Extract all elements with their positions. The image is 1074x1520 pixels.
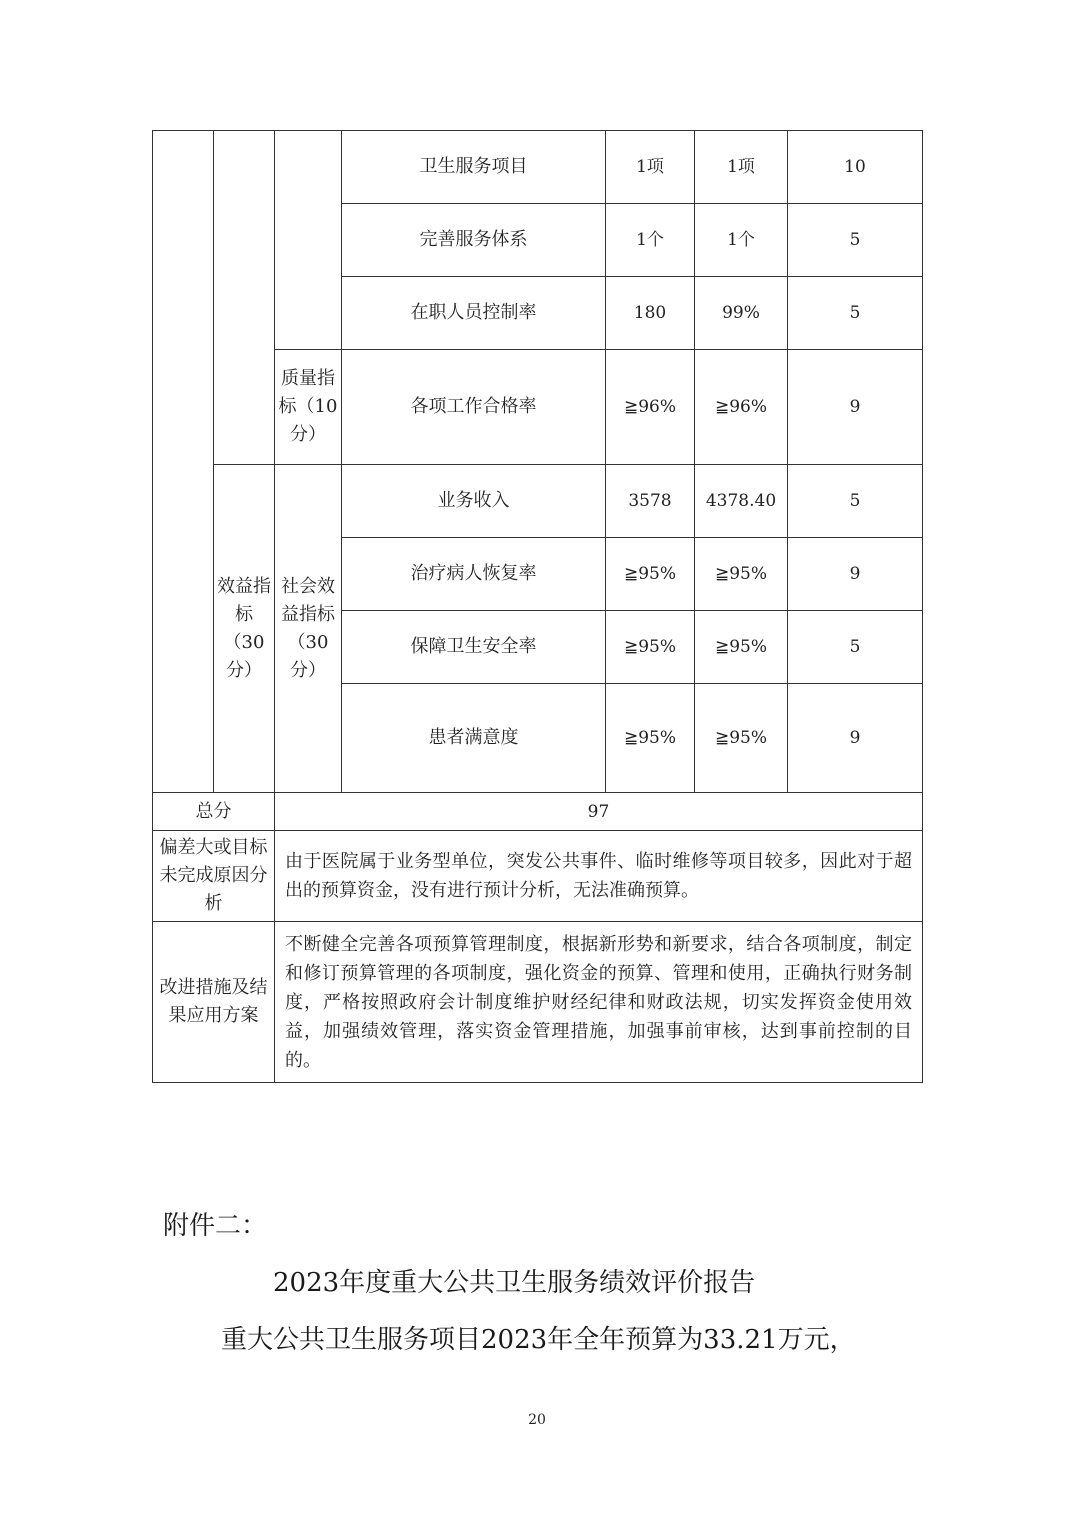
target-value: 1个 xyxy=(606,204,695,277)
score-value: 10 xyxy=(788,131,923,204)
target-value: 1项 xyxy=(606,131,695,204)
actual-value: 4378.40 xyxy=(695,465,788,538)
deviation-analysis-text: 由于医院属于业务型单位，突发公共事件、临时维修等项目较多，因此对于超出的预算资金，没有进行预计分析，无法准确预算。 xyxy=(275,831,923,922)
improvement-label: 改进措施及结果应用方案 xyxy=(153,922,275,1083)
improvement-plan-text: 不断健全完善各项预算管理制度，根据新形势和新要求，结合各项制度，制定和修订预算管理的各项制度，强化资金的预算、管理和使用，正确执行财务制度，严格按照政府会计制度维护财经纪律和财政法规，切实发挥资金使用效益，加强绩效管理，落实资金管理措施，加强事前审核，达到事前控制的目的。 xyxy=(275,922,923,1083)
target-value: ≧95% xyxy=(606,538,695,611)
report-first-line: 重大公共卫生服务项目2023年全年预算为33.21万元， xyxy=(221,1325,856,1355)
actual-value: ≧96% xyxy=(695,350,788,465)
score-value: 9 xyxy=(788,684,923,793)
actual-value: 1项 xyxy=(695,131,788,204)
item-name: 治疗病人恢复率 xyxy=(342,538,606,611)
performance-table xyxy=(152,130,923,1083)
actual-value: 1个 xyxy=(695,204,788,277)
actual-value: ≧95% xyxy=(695,538,788,611)
target-value: ≧95% xyxy=(606,611,695,684)
blank-cell-level3 xyxy=(275,131,342,350)
blank-cell-level2 xyxy=(214,131,275,465)
benefit-indicator-label: 效益指标（30分） xyxy=(214,465,275,793)
item-name: 卫生服务项目 xyxy=(342,131,606,204)
score-value: 5 xyxy=(788,611,923,684)
score-value: 5 xyxy=(788,277,923,350)
attachment-label: 附件二： xyxy=(163,1211,268,1241)
item-name: 在职人员控制率 xyxy=(342,277,606,350)
actual-value: ≧95% xyxy=(695,611,788,684)
item-name: 业务收入 xyxy=(342,465,606,538)
target-value: 3578 xyxy=(606,465,695,538)
item-name: 保障卫生安全率 xyxy=(342,611,606,684)
score-value: 5 xyxy=(788,204,923,277)
actual-value: 99% xyxy=(695,277,788,350)
target-value: ≧95% xyxy=(606,684,695,793)
page-number: 20 xyxy=(528,1412,546,1428)
item-name: 患者满意度 xyxy=(342,684,606,793)
total-label: 总分 xyxy=(153,793,275,831)
report-title: 2023年度重大公共卫生服务绩效评价报告 xyxy=(273,1268,756,1298)
score-value: 5 xyxy=(788,465,923,538)
quality-indicator-label: 质量指标（10分） xyxy=(275,350,342,465)
total-score: 97 xyxy=(275,793,923,831)
social-benefit-label: 社会效益指标（30分） xyxy=(275,465,342,793)
actual-value: ≧95% xyxy=(695,684,788,793)
blank-cell-level1 xyxy=(153,131,214,793)
item-name: 各项工作合格率 xyxy=(342,350,606,465)
item-name: 完善服务体系 xyxy=(342,204,606,277)
score-value: 9 xyxy=(788,538,923,611)
target-value: ≧96% xyxy=(606,350,695,465)
target-value: 180 xyxy=(606,277,695,350)
deviation-label: 偏差大或目标未完成原因分析 xyxy=(153,831,275,922)
score-value: 9 xyxy=(788,350,923,465)
